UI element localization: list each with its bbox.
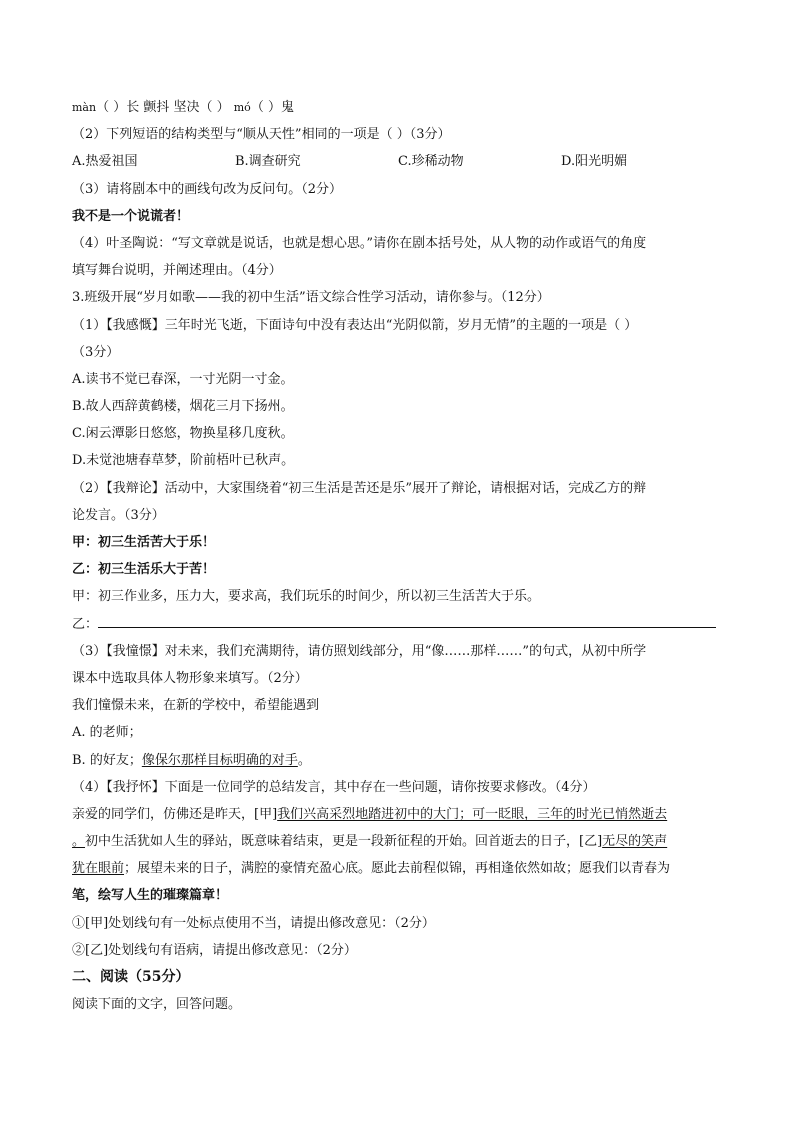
pinyin-blank-1: （ ）长 颤抖 坚决（ ）: [96, 100, 230, 115]
speech-yi-underline-end: 犹在眼前: [72, 861, 125, 877]
exam-page: [72, 94, 732, 1018]
sub-1-option-d: D.未觉池塘春草梦，阶前梧叶已秋声。: [72, 453, 295, 469]
dialogue-yi-1: 乙：初三生活乐大于苦！: [72, 562, 216, 578]
sub-3-line-3: 我们憧憬未来，在新的学校中，希望能遇到: [72, 698, 320, 714]
dialogue-jia-1: 甲：初三生活苦大于乐！: [72, 535, 216, 550]
pinyin-line: [72, 94, 732, 121]
question-2-options: [72, 148, 732, 175]
speech-line-1: [72, 801, 732, 828]
speech-line-4: 笔，绘写人生的璀璨篇章！: [72, 888, 229, 904]
sub-4-question-1: ①[甲]处划线句有一处标点使用不当，请提出修改意见：（2分）: [72, 915, 435, 931]
item-3-heading: 3.班级开展“岁月如歌——我的初中生活”语文综合性学习活动，请你参与。（12分）: [72, 290, 550, 306]
option-d: D.阳光明媚: [561, 154, 628, 170]
dialogue-jia-2: 甲：初三作业多，压力大，要求高，我们玩乐的时间少，所以初三生活苦大于乐。: [72, 589, 541, 605]
sub-1-line-2: （3分）: [72, 344, 120, 360]
question-2: （2）下列短语的结构类型与“顺从天性”相同的一项是（ ）（3分）: [72, 127, 451, 143]
sub-3-period: 。: [297, 752, 311, 768]
speech-line-2: [72, 828, 732, 855]
sub-3-option-a: A. 的老师；: [72, 725, 142, 741]
sub-1-option-b: B.故人西辞黄鹤楼，烟花三月下扬州。: [72, 399, 294, 415]
speech-yi-underline: 无尽的笑声: [602, 834, 668, 850]
pinyin-man: màn: [72, 101, 97, 114]
dialogue-yi-2: [72, 611, 732, 638]
section-2-instruction: 阅读下面的文字，回答问题。: [72, 997, 242, 1013]
speech-2-mid: 初中生活犹如人生的驿站，既意味着结束，更是一段新征程的开始。回首逝去的日子，[乙]: [85, 834, 603, 850]
question-4-line-1: （4）叶圣陶说：“写文章就是说话，也就是想心思。”请你在剧本括号处，从人物的动作或语气的角度: [72, 235, 647, 251]
sub-2-line-1: （2）【我辩论】活动中，大家围绕着“初三生活是苦还是乐”展开了辩论，请根据对话，完成乙方的辩: [72, 480, 647, 496]
speech-jia-underline-end: 。: [72, 834, 86, 850]
sub-3-option-b: [72, 747, 732, 774]
sub-3-line-1: （3）【我憧憬】对未来，我们充满期待，请仿照划线部分，用“像……那样……”的句式，从初中所学: [72, 643, 647, 659]
speech-1-pre: 亲爱的同学们，仿佛还是昨天，[甲]: [72, 806, 278, 822]
option-a: A.热爱祖国: [72, 154, 138, 170]
answer-blank-1[interactable]: [98, 614, 482, 628]
sub-4-question-2: ②[乙]处划线句有语病，请提出修改意见：（2分）: [72, 942, 357, 958]
question-4-line-2: 填写舞台说明，并阐述理由。（4分）: [72, 263, 282, 279]
answer-blank-2[interactable]: [482, 614, 716, 628]
speech-jia-underline: 我们兴高采烈地踏进初中的大门；可一眨眼，三年的时光已悄然逝去: [277, 806, 668, 822]
sub-3-underlined-example: 像保尔那样目标明确的对手: [141, 752, 298, 768]
dialogue-yi-2-label: 乙：: [72, 616, 99, 632]
sub-3-line-2: 课本中选取具体人物形象来填写。（2分）: [72, 670, 308, 686]
sub-1-line-1: （1）【我感慨】三年时光飞逝，下面诗句中没有表达出“光阴似箭，岁月无情”的主题的一项是（ ）: [72, 317, 638, 333]
speech-3-post: ；展望未来的日子，满腔的豪情充盈心底。愿此去前程似锦，再相逢依然如故；愿我们以青春为: [124, 861, 671, 877]
option-c: C.珍稀动物: [398, 154, 464, 170]
section-2-heading: 二、阅读（55分）: [72, 969, 190, 985]
sub-3-option-b-label: B. 的好友；: [72, 752, 142, 768]
sub-2-line-2: 论发言。（3分）: [72, 507, 165, 523]
pinyin-blank-2: （ ）鬼: [250, 100, 294, 115]
pinyin-mo: mó: [233, 101, 251, 114]
sub-1-option-c: C.闲云潭影日悠悠，物换星移几度秋。: [72, 426, 294, 442]
question-3-sentence: 我不是一个说谎者！: [72, 208, 190, 224]
option-b: B.调查研究: [235, 154, 301, 170]
question-3: （3）请将剧本中的画线句改为反问句。（2分）: [72, 181, 343, 197]
sub-4-line-1: （4）【我抒怀】下面是一位同学的总结发言，其中存在一些问题，请你按要求修改。（4分）: [72, 779, 596, 795]
speech-line-3: [72, 855, 732, 882]
sub-1-option-a: A.读书不觉已春深，一寸光阴一寸金。: [72, 371, 294, 387]
